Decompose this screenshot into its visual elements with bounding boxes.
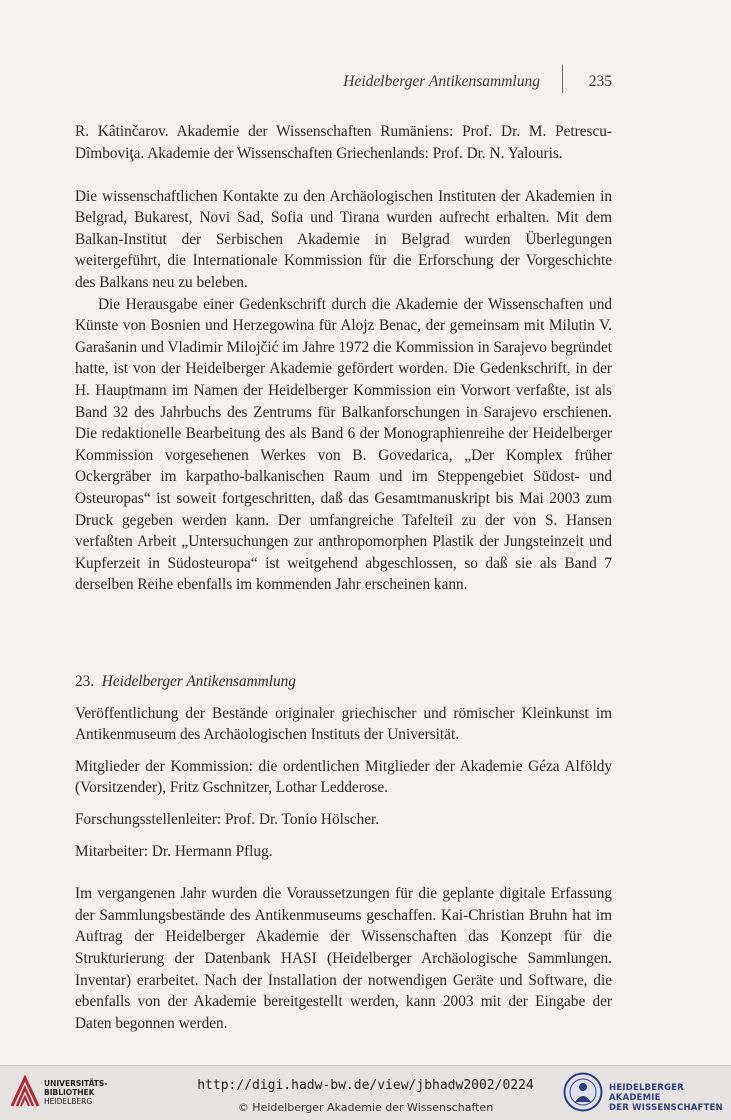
section-title: Heidelberger Antikensammlung bbox=[101, 672, 296, 690]
academy-name: HEIDELBERGER AKADEMIE DER WISSENSCHAFTEN bbox=[609, 1083, 723, 1113]
running-head-divider bbox=[562, 65, 563, 93]
paragraph: Die wissenschaftlichen Kontakte zu den Archäologischen Instituten der Akademien in Belgrad, Bukarest, Novi Sad, Sofia und Tirana wurden aufrecht erhalten. Mit dem Balkan-Institut der Serbischen Akademie in Belgrad wurden Überlegungen weitergeführt, die Internationale Kommission für die Erforschung der Vorgeschichte des Balkans neu zu beleben. bbox=[75, 187, 612, 292]
library-name: UNIVERSITÄTS- BIBLIOTHEK HEIDELBERG bbox=[44, 1079, 108, 1106]
section-number: 23. bbox=[75, 672, 95, 690]
section-heading bbox=[75, 671, 612, 693]
document-url-link[interactable]: http://digi.hadw-bw.de/view/jbhadw2002/0224 bbox=[197, 1078, 534, 1093]
hadw-seal-icon bbox=[563, 1072, 603, 1112]
report-paragraph: Im vergangenen Jahr wurden die Voraussetzungen für die geplante digitale Erfassung der Sammlungsbestände des Antikenmuseums geschaffen. Kai-Christian Bruhn hat im Auftrag der Heidelberger Akademie der Wissenschaften das Konzept für die Strukturierung der Datenbank HASI (Heidelberger Archäologische Sammlungen. Inventar) erarbeitet. Nach der Installation der notwendigen Geräte und Software, die ebenfalls von der Akademie bereitgestellt werden, kann 2003 mit der Eingabe der Daten begonnen werden. bbox=[75, 885, 612, 1032]
section-intro: Veröffentlichung der Bestände originaler griechischer und römischer Kleinkunst im Antikenmuseum des Archäologischen Instituts der Universität. bbox=[75, 704, 612, 744]
paragraph: R. Kâtinčarov. Akademie der Wissenschaften Rumäniens: Prof. Dr. M. Petrescu-Dîmboviţa. Akademie der Wissenschaften Griechenlands: Prof. Dr. N. Yalouris. bbox=[75, 123, 612, 162]
staff: Mitarbeiter: Dr. Hermann Pflug. bbox=[75, 842, 273, 860]
footer-bar bbox=[0, 1065, 731, 1120]
commission-members: Mitglieder der Kommission: die ordentlichen Mitglieder der Akademie Géza Alföldy (Vorsitzender), Fritz Gschnitzer, Lothar Ledderose. bbox=[75, 757, 612, 797]
page-number: 235 bbox=[588, 73, 612, 90]
body-text bbox=[75, 121, 612, 1034]
research-leader: Forschungsstellenleiter: Prof. Dr. Tonio Hölscher. bbox=[75, 810, 380, 828]
paragraph: Die Herausgabe einer Gedenkschrift durch die Akademie der Wissenschaften und Künste von Bosnien und Herzegowina für Alojz Benac, der gemeinsam mit Milutin V. Garašanin und Vladimir Milojčić im Jahre 1972 die Kommission in Sarajevo begründet hatte, ist von der Heidelberger Akademie gefördert worden. Die Gedenkschrift, in der H. Hauptmann im Namen der Heidelberger Kommission ein Vorwort verfaßte, ist als Band 32 des Jahrbuchs des Zentrums für Balkanforschungen in Sarajevo erschienen. Die redaktionelle Bearbeitung des als Band 6 der Monographienreihe der Heidelberger Kommission vorgesehenen Werkes von B. Govedarica, „Der Komplex früher Ockergräber im karpatho-balkanischen Raum und im Steppengebiet Südost- und Osteuropas“ ist soweit fortgeschritten, daß das Gesamtmanuskript bis Mai 2003 zum Druck gegeben werden kann. Der umfangreiche Tafelteil zu der von S. Hansen verfaßten Arbeit „Untersuchungen zur anthropomorphen Plastik der Jungsteinzeit und Kupferzeit in Südosteuropa“ ist weitgehend abgeschlossen, so daß sie als Band 7 derselben Reihe ebenfalls im kommenden Jahr erscheinen kann. bbox=[75, 295, 612, 594]
copyright-notice: © Heidelberger Akademie der Wissenschaften bbox=[237, 1101, 494, 1114]
running-head-title: Heidelberger Antikensammlung bbox=[343, 73, 540, 90]
